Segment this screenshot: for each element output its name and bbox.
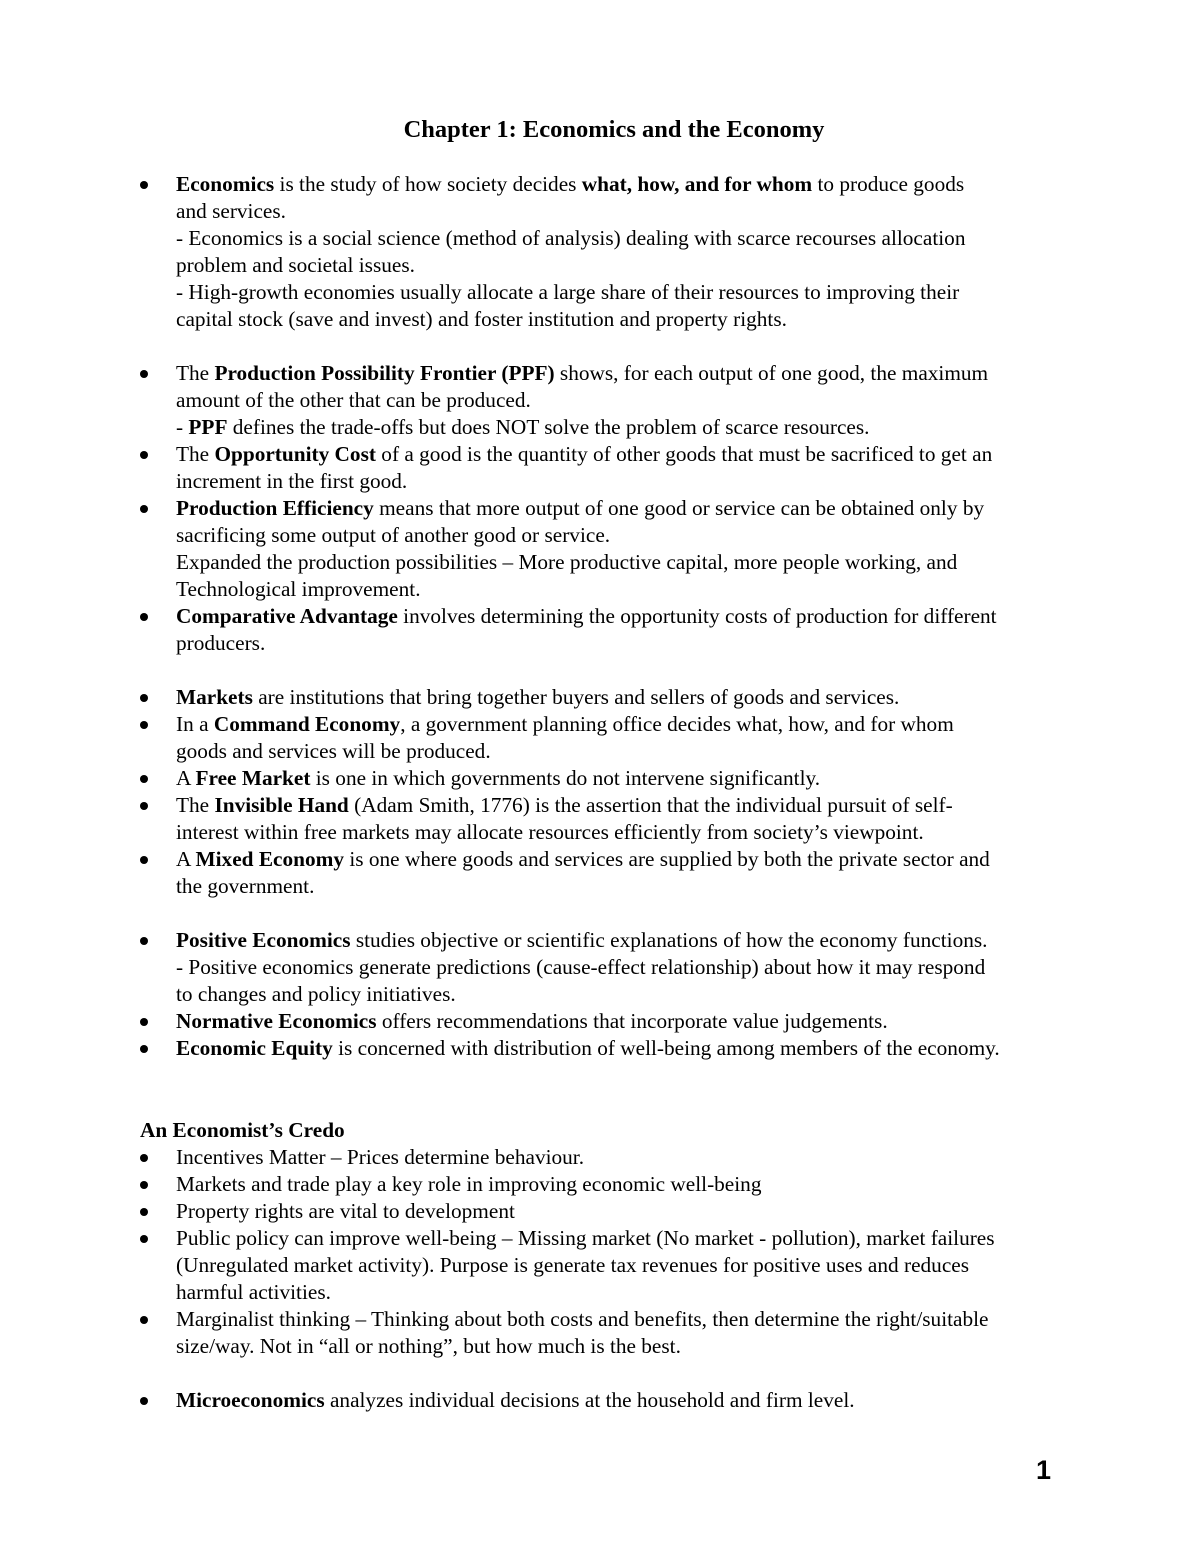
term-positive-economics: Positive Economics xyxy=(176,928,351,952)
list-item-markets xyxy=(140,684,1090,711)
bullet-icon xyxy=(140,856,148,864)
text-line: size/way. Not in “all or nothing”, but how much is the best. xyxy=(176,1334,681,1358)
text: The xyxy=(176,442,215,466)
bullet-icon xyxy=(140,505,148,513)
list-item-ppf xyxy=(140,360,1090,387)
sub-point: - Economics is a social science (method of analysis) dealing with scarce recourses allocation xyxy=(176,226,966,250)
text-line: increment in the first good. xyxy=(176,469,408,493)
spacer xyxy=(140,657,1090,684)
page-title: Chapter 1: Economics and the Economy xyxy=(403,116,825,143)
term-production-efficiency: Production Efficiency xyxy=(176,496,374,520)
text: is one where goods and services are supplied by both the private sector and xyxy=(344,847,990,871)
list-item-comparative-advantage xyxy=(140,603,1090,630)
text: In a xyxy=(176,712,214,736)
list-item-markets-trade xyxy=(140,1171,1090,1198)
text-line: and services. xyxy=(176,199,286,223)
bullet-icon xyxy=(140,802,148,810)
term-markets: Markets xyxy=(176,685,253,709)
text-line: (Unregulated market activity). Purpose is generate tax revenues for positive uses and reduces xyxy=(176,1253,970,1277)
text: defines the trade-offs but does NOT solve the problem of scarce resources. xyxy=(227,415,870,439)
text: of a good is the quantity of other goods that must be sacrificed to get an xyxy=(375,442,993,466)
term-mixed-economy: Mixed Economy xyxy=(195,847,345,871)
term-opportunity-cost: Opportunity Cost xyxy=(214,442,376,466)
list-item-economics xyxy=(140,171,1090,198)
bullet-icon xyxy=(140,1235,148,1243)
emphasis: what, how, and for whom xyxy=(581,172,813,196)
text: is one in which governments do not intervene significantly. xyxy=(310,766,821,790)
term-normative-economics: Normative Economics xyxy=(176,1009,377,1033)
bullet-icon xyxy=(140,937,148,945)
text: involves determining the opportunity costs of production for different xyxy=(397,604,997,628)
bullet-icon xyxy=(140,613,148,621)
text: Public policy can improve well-being – Missing market (No market - pollution), market failures xyxy=(176,1226,995,1250)
text: means that more output of one good or service can be obtained only by xyxy=(373,496,985,520)
text: , a government planning office decides what, how, and for whom xyxy=(400,712,954,736)
list-item-opportunity-cost xyxy=(140,441,1090,468)
bullet-icon xyxy=(140,1154,148,1162)
term-comparative-advantage: Comparative Advantage xyxy=(176,604,398,628)
sub-point xyxy=(140,414,1090,441)
text: offers recommendations that incorporate value judgements. xyxy=(376,1009,888,1033)
bullet-icon xyxy=(140,1208,148,1216)
text: analyzes individual decisions at the household and firm level. xyxy=(324,1388,855,1412)
text-line: goods and services will be produced. xyxy=(176,739,491,763)
bullet-icon xyxy=(140,1018,148,1026)
text: Markets and trade play a key role in improving economic well-being xyxy=(176,1172,762,1196)
text: are institutions that bring together buyers and sellers of goods and services. xyxy=(252,685,900,709)
spacer xyxy=(140,1360,1090,1387)
bullet-icon xyxy=(140,1181,148,1189)
text-line: Expanded the production possibilities – More productive capital, more people working, and xyxy=(176,550,958,574)
text: shows, for each output of one good, the maximum xyxy=(554,361,989,385)
term-economics: Economics xyxy=(176,172,275,196)
spacer xyxy=(140,900,1090,927)
bullet-icon xyxy=(140,1045,148,1053)
text-line: problem and societal issues. xyxy=(176,253,415,277)
text: (Adam Smith, 1776) is the assertion that the individual pursuit of self- xyxy=(348,793,953,817)
text-line: to changes and policy initiatives. xyxy=(176,982,456,1006)
list-item-property-rights xyxy=(140,1198,1090,1225)
text: Incentives Matter – Prices determine behaviour. xyxy=(176,1145,585,1169)
term-invisible-hand: Invisible Hand xyxy=(214,793,349,817)
list-item-production-efficiency xyxy=(140,495,1090,522)
credo-section xyxy=(140,1117,1090,1414)
spacer xyxy=(140,333,1090,360)
list-item-incentives xyxy=(140,1144,1090,1171)
bullet-icon xyxy=(140,181,148,189)
term-command-economy: Command Economy xyxy=(213,712,401,736)
section-heading: An Economist’s Credo xyxy=(140,1118,345,1142)
list-item-microeconomics xyxy=(140,1387,1090,1414)
list-item-invisible-hand xyxy=(140,792,1090,819)
list-item-marginalist-thinking xyxy=(140,1306,1090,1333)
text-line: producers. xyxy=(176,631,266,655)
text: studies objective or scientific explanations of how the economy functions. xyxy=(350,928,988,952)
bullet-icon xyxy=(140,1316,148,1324)
text: The xyxy=(176,361,215,385)
bullet-icon xyxy=(140,451,148,459)
text: Property rights are vital to development xyxy=(176,1199,515,1223)
text-line: capital stock (save and invest) and foster institution and property rights. xyxy=(176,307,787,331)
bullet-icon xyxy=(140,370,148,378)
text: is the study of how society decides xyxy=(274,172,582,196)
emphasis: PPF xyxy=(188,415,228,439)
sub-point: - High-growth economies usually allocate a large share of their resources to improving their xyxy=(176,280,960,304)
list-item-command-economy xyxy=(140,711,1090,738)
bullet-icon xyxy=(140,721,148,729)
list-item-public-policy xyxy=(140,1225,1090,1252)
bullet-icon xyxy=(140,694,148,702)
bullet-list-main xyxy=(140,171,1090,1062)
sub-point: - Positive economics generate predictions (cause-effect relationship) about how it may respond xyxy=(176,955,986,979)
list-item-positive-economics xyxy=(140,927,1090,954)
list-item-economic-equity xyxy=(140,1035,1090,1062)
term-economic-equity: Economic Equity xyxy=(176,1036,333,1060)
bullet-icon xyxy=(140,775,148,783)
text: is concerned with distribution of well-being among members of the economy. xyxy=(332,1036,1000,1060)
text: to produce goods xyxy=(812,172,965,196)
text: Marginalist thinking – Thinking about both costs and benefits, then determine the right/suitable xyxy=(176,1307,989,1331)
text-line: interest within free markets may allocate resources efficiently from society’s viewpoint. xyxy=(176,820,924,844)
text-line: amount of the other that can be produced. xyxy=(176,388,531,412)
text: The xyxy=(176,793,215,817)
text-line: harmful activities. xyxy=(176,1280,331,1304)
text-line: Technological improvement. xyxy=(176,577,421,601)
list-item-free-market xyxy=(140,765,1090,792)
list-item-mixed-economy xyxy=(140,846,1090,873)
term-microeconomics: Microeconomics xyxy=(176,1388,325,1412)
term-ppf: Production Possibility Frontier (PPF) xyxy=(214,361,555,385)
text: A xyxy=(176,766,196,790)
text: A xyxy=(176,847,196,871)
bullet-icon xyxy=(140,1397,148,1405)
text-line: the government. xyxy=(176,874,315,898)
term-free-market: Free Market xyxy=(195,766,311,790)
page-number: 1 xyxy=(1036,1455,1052,1485)
text: - xyxy=(176,415,189,439)
list-item-normative-economics xyxy=(140,1008,1090,1035)
text-line: sacrificing some output of another good or service. xyxy=(176,523,611,547)
